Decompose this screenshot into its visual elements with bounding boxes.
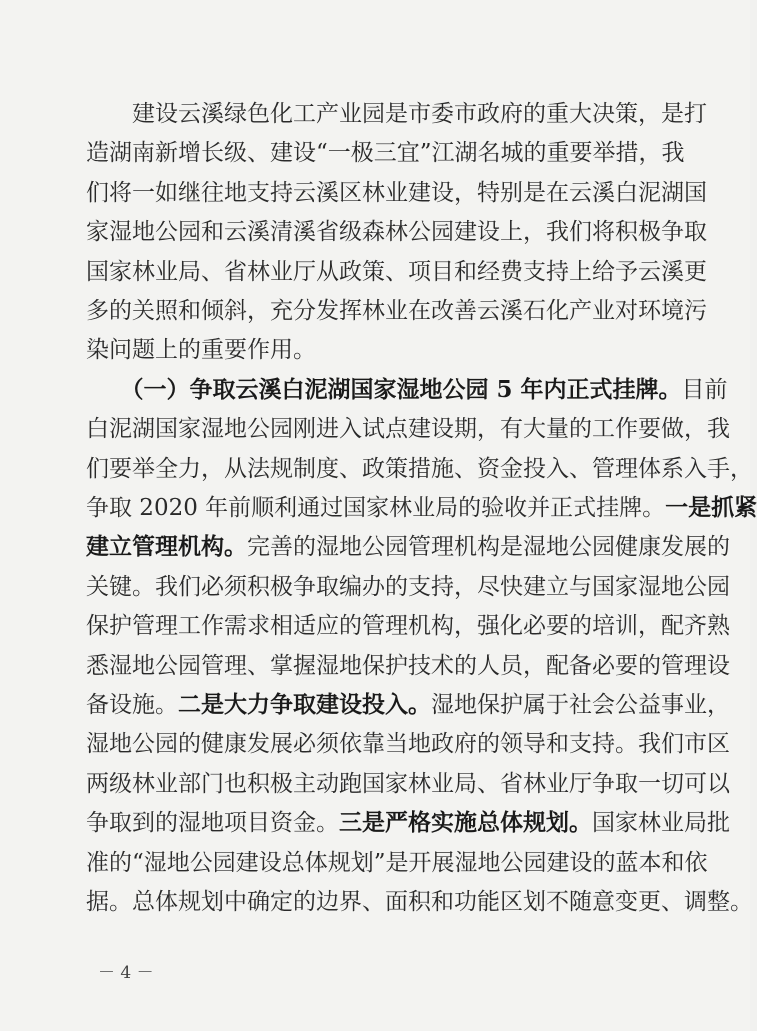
text-segment: 保护管理工作需求相适应的管理机构，强化必要的培训，配齐熟 (86, 613, 730, 639)
text-line (86, 218, 707, 246)
text-segment: 家湿地公园和云溪清溪省级森林公园建设上，我们将积极争取 (86, 219, 707, 245)
text-line (86, 139, 685, 167)
text-segment: 们将一如继往地支持云溪区林业建设，特别是在云溪白泥湖国 (86, 180, 707, 206)
text-line (86, 179, 707, 207)
text-segment: 白泥湖国家湿地公园刚进入试点建设期，有大量的工作要做，我 (86, 416, 730, 442)
text-line (86, 849, 708, 877)
text-segment: 染问题上的重要作用。 (86, 337, 316, 363)
text-line (86, 376, 728, 404)
page-number: － 4 － (98, 963, 154, 983)
text-line (86, 691, 730, 719)
text-segment: 建设云溪绿色化工产业园是市委市政府的重大决策，是打 (86, 101, 707, 127)
text-segment: 目前 (681, 377, 728, 403)
bold-text-segment: 二是大力争取建设投入。 (178, 691, 431, 718)
text-line (86, 730, 730, 758)
text-segment: 悉湿地公园管理、掌握湿地保护技术的人员，配备必要的管理设 (86, 653, 730, 679)
text-line (86, 336, 664, 364)
text-segment: 备设施。 (86, 692, 178, 718)
text-line (86, 612, 730, 640)
text-segment: 完善的湿地公园管理机构是湿地公园健康发展的 (247, 534, 730, 560)
text-segment: 造湖南新增长级、建设“一极三宜”江湖名城的重要举措，我 (86, 140, 685, 166)
text-segment: 争取 2020 年前顺利通过国家林业局的验收并正式挂牌。 (86, 495, 666, 521)
text-line (86, 573, 730, 601)
text-segment: 据。总体规划中确定的边界、面积和功能区划不随意变更、调整。 (86, 889, 753, 915)
text-segment: 多的关照和倾斜，充分发挥林业在改善云溪石化产业对环境污 (86, 298, 707, 324)
text-segment: 争取到的湿地项目资金。 (86, 810, 339, 836)
text-line (86, 770, 730, 798)
text-line (86, 258, 707, 286)
text-line (86, 809, 730, 837)
text-line (86, 455, 753, 483)
text-line (86, 494, 757, 522)
text-line (86, 100, 707, 128)
text-line (86, 297, 707, 325)
text-segment: 关键。我们必须积极争取编办的支持，尽快建立与国家湿地公园 (86, 574, 730, 600)
bold-text-segment: 建立管理机构。 (86, 533, 247, 560)
bold-text-segment: 三是严格实施总体规划。 (339, 809, 592, 836)
text-segment: 湿地保护属于社会公益事业， (431, 692, 730, 718)
text-segment: 湿地公园的健康发展必须依靠当地政府的领导和支持。我们市区 (86, 731, 730, 757)
text-segment: 国家林业局、省林业厅从政策、项目和经费支持上给予云溪更 (86, 259, 707, 285)
text-segment: 两级林业部门也积极主动跑国家林业局、省林业厅争取一切可以 (86, 771, 730, 797)
bold-text-segment: 一是抓紧 (665, 494, 757, 521)
text-line (86, 533, 730, 561)
text-line (86, 888, 753, 916)
text-line (86, 652, 730, 680)
text-line (86, 415, 730, 443)
text-segment: 国家林业局批 (592, 810, 730, 836)
text-segment: 准的“湿地公园建设总体规划”是开展湿地公园建设的蓝本和依 (86, 850, 708, 876)
bold-text-segment: （一）争取云溪白泥湖国家湿地公园 5 年内正式挂牌。 (86, 376, 682, 403)
text-segment: 们要举全力，从法规制度、政策措施、资金投入、管理体系入手， (86, 456, 753, 482)
